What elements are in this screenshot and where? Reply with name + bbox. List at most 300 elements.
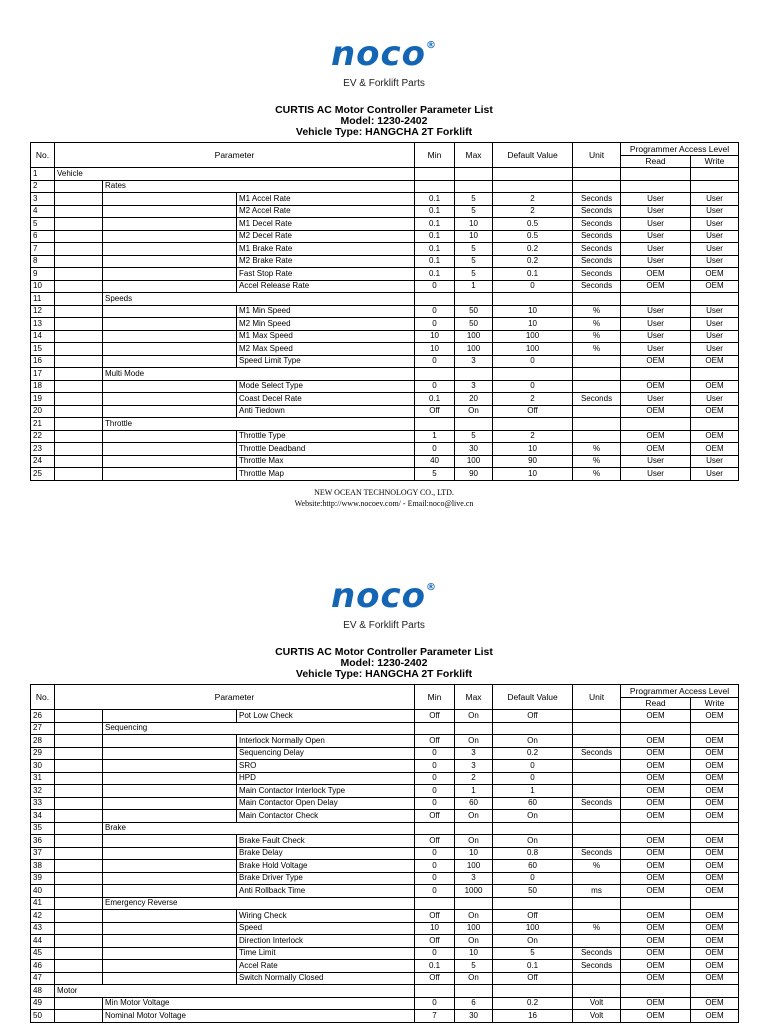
- default-value: [493, 897, 573, 910]
- doc-title: CURTIS AC Motor Controller Parameter List Model: 1230-2402 Vehicle Type: HANGCHA 2T Forklift: [275, 646, 493, 680]
- write-access: OEM: [691, 835, 739, 848]
- header-parameter: Parameter: [55, 685, 415, 710]
- write-access: OEM: [691, 972, 739, 985]
- indent-cell: [55, 380, 103, 393]
- default-value: 0.2: [493, 255, 573, 268]
- parameter-name: Coast Decel Rate: [237, 393, 415, 406]
- parameter-name: Pot Low Check: [237, 710, 415, 723]
- indent-cell: [55, 935, 103, 948]
- min-value: 0: [415, 847, 455, 860]
- default-value: Off: [493, 972, 573, 985]
- default-value: 0.2: [493, 243, 573, 256]
- indent-cell: [103, 205, 237, 218]
- min-value: [415, 368, 455, 381]
- max-value: 5: [455, 960, 493, 973]
- table-row: [31, 797, 739, 810]
- read-access: User: [621, 393, 691, 406]
- parameter-name: Motor: [55, 985, 415, 998]
- table-row: [31, 1010, 739, 1023]
- write-access: OEM: [691, 430, 739, 443]
- default-value: 90: [493, 455, 573, 468]
- parameter-name: Speeds: [103, 293, 415, 306]
- row-number: 31: [31, 772, 55, 785]
- max-value: 100: [455, 455, 493, 468]
- default-value: 1: [493, 785, 573, 798]
- indent-cell: [55, 960, 103, 973]
- max-value: 100: [455, 860, 493, 873]
- row-number: 46: [31, 960, 55, 973]
- default-value: 0: [493, 772, 573, 785]
- max-value: On: [455, 835, 493, 848]
- indent-cell: [103, 305, 237, 318]
- read-access: User: [621, 343, 691, 356]
- min-value: [415, 722, 455, 735]
- indent-cell: [55, 368, 103, 381]
- indent-cell: [55, 330, 103, 343]
- parameter-name: Interlock Normally Open: [237, 735, 415, 748]
- parameter-name: Rates: [103, 180, 415, 193]
- indent-cell: [55, 293, 103, 306]
- unit-value: [573, 418, 621, 431]
- indent-cell: [103, 430, 237, 443]
- max-value: [455, 897, 493, 910]
- max-value: [455, 180, 493, 193]
- default-value: 0.2: [493, 747, 573, 760]
- row-number: 14: [31, 330, 55, 343]
- row-number: 5: [31, 218, 55, 231]
- row-number: 21: [31, 418, 55, 431]
- indent-cell: [103, 443, 237, 456]
- indent-cell: [103, 193, 237, 206]
- unit-value: %: [573, 922, 621, 935]
- header-max: Max: [455, 685, 493, 710]
- max-value: On: [455, 710, 493, 723]
- read-access: User: [621, 305, 691, 318]
- max-value: 20: [455, 393, 493, 406]
- parameter-name: Brake Delay: [237, 847, 415, 860]
- parameter-name: Speed Limit Type: [237, 355, 415, 368]
- max-value: 100: [455, 922, 493, 935]
- table-row: [31, 722, 739, 735]
- min-value: 0: [415, 747, 455, 760]
- table-row: [31, 430, 739, 443]
- indent-cell: [55, 972, 103, 985]
- indent-cell: [103, 268, 237, 281]
- indent-cell: [55, 860, 103, 873]
- header-default: Default Value: [493, 685, 573, 710]
- indent-cell: [55, 910, 103, 923]
- noco-logo: noco®: [330, 34, 438, 74]
- read-access: OEM: [621, 972, 691, 985]
- read-access: OEM: [621, 1010, 691, 1023]
- tagline: EV & Forklift Parts: [343, 78, 425, 89]
- parameter-rows: [31, 168, 739, 481]
- doc-title: CURTIS AC Motor Controller Parameter List Model: 1230-2402 Vehicle Type: HANGCHA 2T Forklift: [275, 104, 493, 138]
- row-number: 22: [31, 430, 55, 443]
- parameter-name: Brake: [103, 822, 415, 835]
- row-number: 45: [31, 947, 55, 960]
- unit-value: Seconds: [573, 218, 621, 231]
- indent-cell: [103, 243, 237, 256]
- table-row: [31, 455, 739, 468]
- max-value: 3: [455, 760, 493, 773]
- default-value: 0: [493, 280, 573, 293]
- unit-value: [573, 972, 621, 985]
- indent-cell: [55, 280, 103, 293]
- write-access: OEM: [691, 960, 739, 973]
- write-access: OEM: [691, 443, 739, 456]
- indent-cell: [103, 885, 237, 898]
- unit-value: [573, 735, 621, 748]
- unit-value: Seconds: [573, 747, 621, 760]
- read-access: OEM: [621, 885, 691, 898]
- max-value: [455, 418, 493, 431]
- unit-value: [573, 872, 621, 885]
- unit-value: Volt: [573, 1010, 621, 1023]
- unit-value: [573, 985, 621, 998]
- unit-value: [573, 368, 621, 381]
- min-value: 0: [415, 380, 455, 393]
- write-access: [691, 293, 739, 306]
- write-access: OEM: [691, 797, 739, 810]
- indent-cell: [103, 747, 237, 760]
- max-value: 10: [455, 847, 493, 860]
- indent-cell: [103, 910, 237, 923]
- max-value: 3: [455, 380, 493, 393]
- row-number: 16: [31, 355, 55, 368]
- indent-cell: [55, 922, 103, 935]
- min-value: Off: [415, 935, 455, 948]
- indent-cell: [55, 710, 103, 723]
- default-value: 100: [493, 330, 573, 343]
- min-value: 0.1: [415, 218, 455, 231]
- indent-cell: [55, 822, 103, 835]
- default-value: 5: [493, 947, 573, 960]
- row-number: 25: [31, 468, 55, 481]
- indent-cell: [103, 330, 237, 343]
- write-access: User: [691, 455, 739, 468]
- header-access-level: Programmer Access Level: [621, 685, 739, 698]
- indent-cell: [55, 760, 103, 773]
- default-value: [493, 168, 573, 181]
- table-row: [31, 785, 739, 798]
- min-value: 7: [415, 1010, 455, 1023]
- read-access: OEM: [621, 785, 691, 798]
- unit-value: [573, 710, 621, 723]
- parameter-name: M1 Max Speed: [237, 330, 415, 343]
- read-access: OEM: [621, 797, 691, 810]
- indent-cell: [103, 935, 237, 948]
- table-row: [31, 218, 739, 231]
- default-value: 2: [493, 393, 573, 406]
- table-row: [31, 418, 739, 431]
- max-value: 50: [455, 318, 493, 331]
- unit-value: %: [573, 455, 621, 468]
- table-row: [31, 180, 739, 193]
- read-access: OEM: [621, 860, 691, 873]
- indent-cell: [103, 230, 237, 243]
- default-value: Off: [493, 710, 573, 723]
- min-value: [415, 180, 455, 193]
- write-access: OEM: [691, 997, 739, 1010]
- min-value: 0: [415, 947, 455, 960]
- row-number: 43: [31, 922, 55, 935]
- indent-cell: [55, 772, 103, 785]
- write-access: User: [691, 193, 739, 206]
- parameter-name: Emergency Reverse: [103, 897, 415, 910]
- parameter-name: Min Motor Voltage: [103, 997, 415, 1010]
- max-value: [455, 822, 493, 835]
- row-number: 23: [31, 443, 55, 456]
- parameter-name: M2 Decel Rate: [237, 230, 415, 243]
- parameter-name: HPD: [237, 772, 415, 785]
- default-value: 2: [493, 430, 573, 443]
- indent-cell: [103, 797, 237, 810]
- min-value: 0: [415, 305, 455, 318]
- parameter-name: Fast Stop Rate: [237, 268, 415, 281]
- default-value: 2: [493, 205, 573, 218]
- indent-cell: [103, 380, 237, 393]
- parameter-table: [30, 684, 739, 1023]
- write-access: User: [691, 255, 739, 268]
- min-value: 10: [415, 922, 455, 935]
- write-access: OEM: [691, 847, 739, 860]
- default-value: Off: [493, 910, 573, 923]
- row-number: 35: [31, 822, 55, 835]
- write-access: OEM: [691, 710, 739, 723]
- table-row: [31, 872, 739, 885]
- indent-cell: [103, 355, 237, 368]
- table-row: [31, 293, 739, 306]
- header-parameter: Parameter: [55, 143, 415, 168]
- indent-cell: [103, 468, 237, 481]
- write-access: User: [691, 305, 739, 318]
- unit-value: [573, 293, 621, 306]
- read-access: OEM: [621, 997, 691, 1010]
- indent-cell: [103, 218, 237, 231]
- default-value: 0.5: [493, 218, 573, 231]
- header-default: Default Value: [493, 143, 573, 168]
- default-value: [493, 293, 573, 306]
- read-access: [621, 418, 691, 431]
- min-value: 0: [415, 872, 455, 885]
- parameter-name: M2 Min Speed: [237, 318, 415, 331]
- read-access: OEM: [621, 922, 691, 935]
- read-access: OEM: [621, 443, 691, 456]
- min-value: 5: [415, 468, 455, 481]
- write-access: User: [691, 318, 739, 331]
- parameter-name: Switch Normally Closed: [237, 972, 415, 985]
- unit-value: [573, 430, 621, 443]
- parameter-name: Brake Driver Type: [237, 872, 415, 885]
- table-row: [31, 280, 739, 293]
- table-row: [31, 897, 739, 910]
- write-access: OEM: [691, 872, 739, 885]
- write-access: OEM: [691, 268, 739, 281]
- write-access: User: [691, 230, 739, 243]
- row-number: 26: [31, 710, 55, 723]
- indent-cell: [55, 455, 103, 468]
- max-value: [455, 985, 493, 998]
- read-access: User: [621, 230, 691, 243]
- parameter-name: Anti Rollback Time: [237, 885, 415, 898]
- header-no: No.: [31, 143, 55, 168]
- indent-cell: [103, 860, 237, 873]
- indent-cell: [103, 393, 237, 406]
- indent-cell: [103, 455, 237, 468]
- min-value: [415, 822, 455, 835]
- write-access: OEM: [691, 785, 739, 798]
- unit-value: Seconds: [573, 205, 621, 218]
- unit-value: Volt: [573, 997, 621, 1010]
- table-row: [31, 822, 739, 835]
- default-value: 60: [493, 797, 573, 810]
- unit-value: [573, 785, 621, 798]
- default-value: 10: [493, 468, 573, 481]
- indent-cell: [103, 872, 237, 885]
- max-value: [455, 293, 493, 306]
- default-value: 10: [493, 318, 573, 331]
- header-max: Max: [455, 143, 493, 168]
- default-value: [493, 180, 573, 193]
- row-number: 47: [31, 972, 55, 985]
- write-access: OEM: [691, 910, 739, 923]
- parameter-name: Anti Tiedown: [237, 405, 415, 418]
- indent-cell: [103, 343, 237, 356]
- indent-cell: [55, 205, 103, 218]
- indent-cell: [103, 847, 237, 860]
- default-value: 0.1: [493, 960, 573, 973]
- row-number: 34: [31, 810, 55, 823]
- unit-value: %: [573, 443, 621, 456]
- table-row: [31, 380, 739, 393]
- indent-cell: [55, 1010, 103, 1023]
- min-value: [415, 897, 455, 910]
- min-value: 0.1: [415, 205, 455, 218]
- table-row: [31, 910, 739, 923]
- unit-value: [573, 835, 621, 848]
- indent-cell: [103, 785, 237, 798]
- default-value: [493, 985, 573, 998]
- indent-cell: [55, 180, 103, 193]
- indent-cell: [55, 810, 103, 823]
- read-access: User: [621, 218, 691, 231]
- read-access: [621, 985, 691, 998]
- max-value: 6: [455, 997, 493, 1010]
- default-value: 60: [493, 860, 573, 873]
- min-value: Off: [415, 972, 455, 985]
- indent-cell: [103, 255, 237, 268]
- write-access: [691, 985, 739, 998]
- row-number: 24: [31, 455, 55, 468]
- read-access: User: [621, 205, 691, 218]
- read-access: OEM: [621, 847, 691, 860]
- read-access: OEM: [621, 910, 691, 923]
- indent-cell: [55, 997, 103, 1010]
- min-value: [415, 418, 455, 431]
- noco-logo: noco®: [330, 576, 438, 616]
- read-access: [621, 293, 691, 306]
- row-number: 2: [31, 180, 55, 193]
- row-number: 27: [31, 722, 55, 735]
- max-value: On: [455, 972, 493, 985]
- write-access: OEM: [691, 1010, 739, 1023]
- footer-company: NEW OCEAN TECHNOLOGY CO., LTD.: [314, 488, 454, 497]
- write-access: OEM: [691, 735, 739, 748]
- parameter-name: Main Contactor Check: [237, 810, 415, 823]
- max-value: 3: [455, 355, 493, 368]
- footer-contact: Website:http://www.nocoev.com/ - Email:noco@live.cn: [294, 499, 474, 508]
- default-value: On: [493, 735, 573, 748]
- row-number: 20: [31, 405, 55, 418]
- header-access-level: Programmer Access Level: [621, 143, 739, 156]
- indent-cell: [55, 343, 103, 356]
- min-value: Off: [415, 910, 455, 923]
- row-number: 11: [31, 293, 55, 306]
- write-access: OEM: [691, 760, 739, 773]
- max-value: 5: [455, 268, 493, 281]
- max-value: 1: [455, 280, 493, 293]
- unit-value: %: [573, 860, 621, 873]
- table-row: [31, 255, 739, 268]
- min-value: [415, 985, 455, 998]
- min-value: Off: [415, 405, 455, 418]
- table-row: [31, 268, 739, 281]
- table-row: [31, 860, 739, 873]
- write-access: User: [691, 330, 739, 343]
- indent-cell: [55, 847, 103, 860]
- indent-cell: [103, 760, 237, 773]
- parameter-name: M2 Accel Rate: [237, 205, 415, 218]
- parameter-name: Sequencing Delay: [237, 747, 415, 760]
- header-unit: Unit: [573, 143, 621, 168]
- read-access: User: [621, 330, 691, 343]
- parameter-name: Main Contactor Open Delay: [237, 797, 415, 810]
- write-access: OEM: [691, 747, 739, 760]
- parameter-rows: [31, 710, 739, 1023]
- min-value: 0: [415, 997, 455, 1010]
- read-access: OEM: [621, 872, 691, 885]
- min-value: 0: [415, 443, 455, 456]
- default-value: 0.2: [493, 997, 573, 1010]
- unit-value: Seconds: [573, 243, 621, 256]
- indent-cell: [55, 393, 103, 406]
- table-row: [31, 710, 739, 723]
- read-access: OEM: [621, 355, 691, 368]
- row-number: 17: [31, 368, 55, 381]
- parameter-name: Nominal Motor Voltage: [103, 1010, 415, 1023]
- row-number: 15: [31, 343, 55, 356]
- max-value: 10: [455, 947, 493, 960]
- parameter-name: Direction Interlock: [237, 935, 415, 948]
- unit-value: Seconds: [573, 280, 621, 293]
- default-value: 100: [493, 922, 573, 935]
- write-access: User: [691, 205, 739, 218]
- default-value: On: [493, 935, 573, 948]
- parameter-name: Wiring Check: [237, 910, 415, 923]
- unit-value: %: [573, 305, 621, 318]
- parameter-name: Brake Fault Check: [237, 835, 415, 848]
- unit-value: [573, 910, 621, 923]
- unit-value: [573, 935, 621, 948]
- table-row: [31, 305, 739, 318]
- min-value: 0: [415, 785, 455, 798]
- parameter-name: Throttle Max: [237, 455, 415, 468]
- tagline: EV & Forklift Parts: [343, 620, 425, 631]
- table-row: [31, 443, 739, 456]
- table-row: [31, 747, 739, 760]
- min-value: 0.1: [415, 393, 455, 406]
